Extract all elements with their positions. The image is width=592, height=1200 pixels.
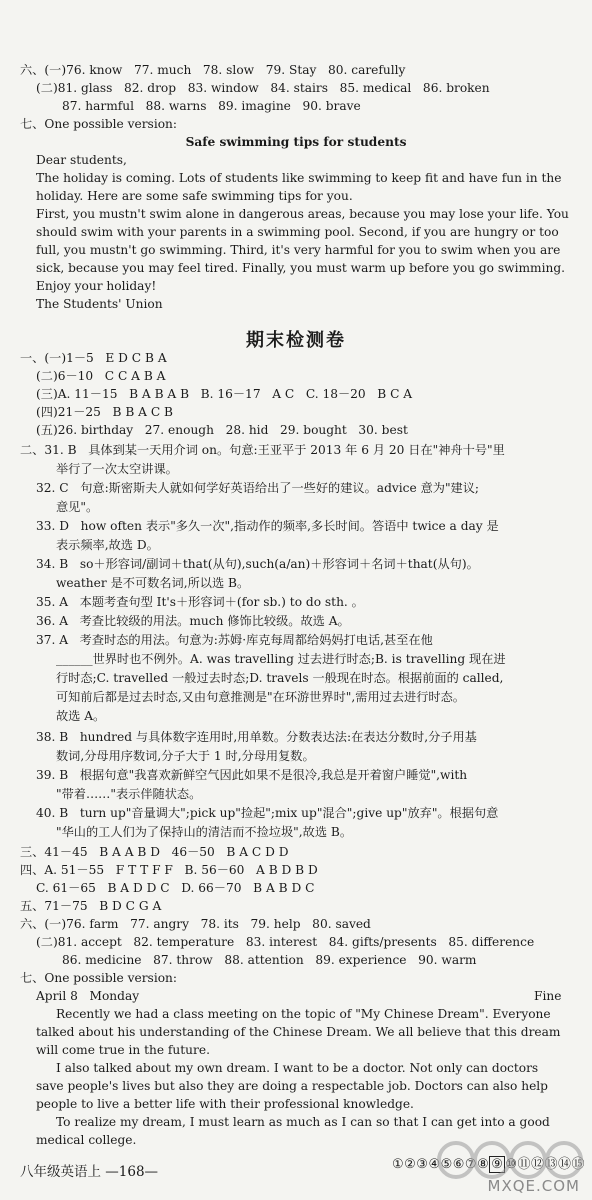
text-line: "带着……"表示伴随状态。 xyxy=(56,787,202,801)
text-line: 可知前后都是过去时态,又由句意推测是"在环游世界时",需用过去进行时态。 xyxy=(56,690,465,704)
text-line: The holiday is coming. Lots of students like swimming to keep fit and have fun in the xyxy=(36,171,562,185)
text-line: 86. medicine 87. throw 88. attention 89. experience 90. warm xyxy=(62,953,477,967)
text-line: 意见"。 xyxy=(56,500,99,514)
text-line: 37. A 考查时态的用法。句意为:苏姆·库克每周都给妈妈打电话,甚至在他 xyxy=(36,633,433,647)
text-line: 数词,分母用序数词,分子大于 1 时,分母用复数。 xyxy=(56,749,315,763)
text-line: 七、One possible version: xyxy=(20,117,178,131)
text-line: (四)21－25 B B A C B xyxy=(36,405,174,419)
text-line: (五)26. birthday 27. enough 28. hid 29. bought 30. best xyxy=(36,423,408,437)
page-footer: 八年级英语上 —168— xyxy=(20,1164,159,1180)
text-line: full, you mustn't go swimming. Third, it's very harmful for you to swim when you are xyxy=(36,243,561,257)
text-line: 39. B 根据句意"我喜欢新鲜空气因此如果不是很冷,我总是开着窗户睡觉",with xyxy=(36,768,468,782)
text-line: 一、(一)1－5 E D C B A xyxy=(20,351,167,365)
text-line: talked about his understanding of the Chinese Dream. We all believe that this dream xyxy=(36,1025,561,1039)
text-line: 38. B hundred 与具体数字连用时,用单数。分数表达法:在表达分数时,分子用基 xyxy=(36,730,477,744)
text-line: save people's lives but also they are doing a respectable job. Doctors can also help xyxy=(36,1079,548,1093)
section-title: 期末检测卷 xyxy=(246,330,346,351)
text-line: sick, because you may feel tired. Finally, you must warm up before you go swimming. xyxy=(36,261,566,275)
text-line: Enjoy your holiday! xyxy=(36,279,157,293)
text-line: C. 61－65 B A D D C D. 66－70 B A B D C xyxy=(36,881,315,895)
text-line: medical college. xyxy=(36,1133,137,1147)
current-page-number: ⑨ xyxy=(491,1157,504,1172)
text-line: should swim with your parents in a swimming pool. Second, if you are hungry or too xyxy=(36,225,559,239)
text-line: Dear students, xyxy=(36,153,127,167)
watermark-text: MXQE.COM xyxy=(487,1177,580,1195)
text-line: April 8 Monday xyxy=(36,989,140,1003)
text-line: 40. B turn up"音量调大";pick up"捡起";mix up"混合";give up"放弃"。根据句意 xyxy=(36,806,499,820)
text-line: ______世界时也不例外。A. was travelling 过去进行时态;B. is travelling 现在进 xyxy=(56,652,506,666)
text-line: 行时态;C. travelled 一般过去时态;D. travels 一般现在时态。根据前面的 called, xyxy=(56,671,504,685)
page-numbers-after: ⑩⑪⑫⑬⑭⑮ xyxy=(505,1157,586,1172)
text-line: I also talked about my own dream. I want to be a doctor. Not only can doctors xyxy=(56,1061,539,1075)
text-line: people to live a better life with their professional knowledge. xyxy=(36,1097,414,1111)
text-line: 表示频率,故选 D。 xyxy=(56,538,159,552)
text-line: 34. B so＋形容词/副词＋that(从句),such(a/an)＋形容词＋名词＋that(从句)。 xyxy=(36,557,479,571)
text-line: First, you mustn't swim alone in dangerous areas, because you may lose your life. You xyxy=(36,207,569,221)
text-line: weather 是不可数名词,所以选 B。 xyxy=(56,576,250,590)
text-line: 七、One possible version: xyxy=(20,971,178,985)
text-line: 87. harmful 88. warns 89. imagine 90. brave xyxy=(62,99,361,113)
text-line: 33. D how often 表示"多久一次",指动作的频率,多长时间。答语中 twice a day 是 xyxy=(36,519,499,533)
text-line: 36. A 考查比较级的用法。much 修饰比较级。故选 A。 xyxy=(36,614,350,628)
text-line: 四、A. 51－55 F T T F F B. 56－60 A B D B D xyxy=(20,863,318,877)
text-line: (二)6－10 C C A B A xyxy=(36,369,166,383)
text-line: holiday. Here are some safe swimming tips for you. xyxy=(36,189,353,203)
text-line: (二)81. glass 82. drop 83. window 84. stairs 85. medical 86. broken xyxy=(36,81,490,95)
text-line: 举行了一次太空讲课。 xyxy=(56,462,178,476)
page-numbers-before: ①②③④⑤⑥⑦⑧ xyxy=(392,1157,490,1172)
text-line: 32. C 句意:斯密斯夫人就如何学好英语给出了一些好的建议。advice 意为"建议; xyxy=(36,481,480,495)
text-line: 二、31. B 具体到某一天用介词 on。句意:王亚平于 2013 年 6 月 20 日在"神舟十号"里 xyxy=(20,443,505,457)
text-line: 三、41－45 B A A B D 46－50 B A C D D xyxy=(20,845,289,859)
text-line: (二)81. accept 82. temperature 83. interest 84. gifts/presents 85. difference xyxy=(36,935,535,949)
text-line: The Students' Union xyxy=(36,297,163,311)
text-line: Fine xyxy=(534,989,562,1003)
text-line: 六、(一)76. know 77. much 78. slow 79. Stay 80. carefully xyxy=(20,63,406,77)
text-line: "华山的工人们为了保持山的清洁而不捡垃圾",故选 B。 xyxy=(56,825,353,839)
text-line: Recently we had a class meeting on the topic of "My Chinese Dream". Everyone xyxy=(56,1007,551,1021)
text-line: 六、(一)76. farm 77. angry 78. its 79. help 80. saved xyxy=(20,917,371,931)
text-line: 故选 A。 xyxy=(56,709,106,723)
section-title: Safe swimming tips for students xyxy=(185,135,407,149)
text-line: (三)A. 11－15 B A B A B B. 16－17 A C C. 18－20 B C A xyxy=(36,387,413,401)
text-line: will come true in the future. xyxy=(36,1043,210,1057)
text-line: 五、71－75 B D C G A xyxy=(20,899,162,913)
text-line: 35. A 本题考查句型 It's＋形容词＋(for sb.) to do sth. 。 xyxy=(36,595,364,609)
text-line: To realize my dream, I must learn as much as I can so that I can get into a good xyxy=(56,1115,550,1129)
